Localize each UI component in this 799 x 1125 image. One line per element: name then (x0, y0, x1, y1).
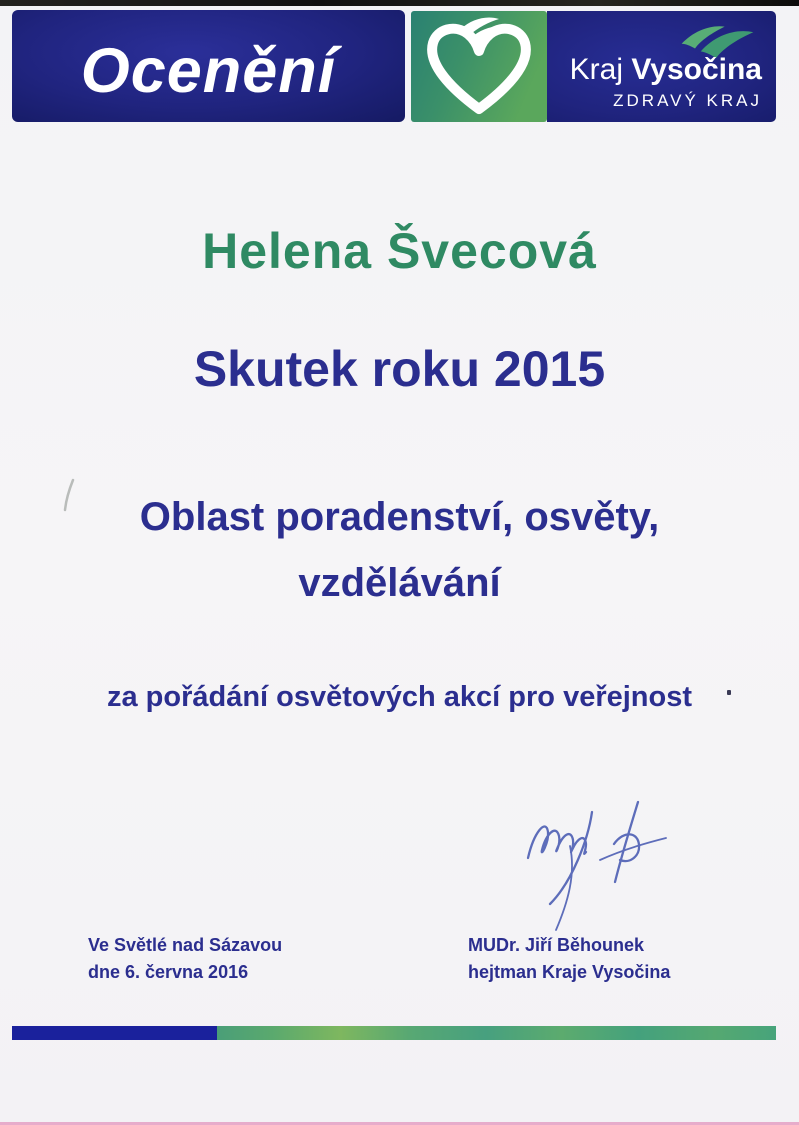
award-category-line1: Oblast poradenství, osvěty, (139, 495, 660, 539)
award-reason: za pořádání osvětových akcí pro veřejnost (106, 681, 693, 713)
place-and-date (88, 932, 282, 986)
logo-subtitle: ZDRAVÝ KRAJ (613, 91, 762, 110)
place-line: Ve Světlé nad Sázavou (88, 935, 283, 955)
signature-image (498, 788, 680, 938)
award-banner (12, 10, 405, 122)
signer-block (468, 932, 670, 986)
award-title: Skutek roku 2015 (193, 341, 606, 397)
signer-title: hejtman Kraje Vysočina (468, 962, 671, 982)
scan-edge-top (0, 0, 799, 6)
healthy-region-heart-logo (411, 11, 547, 122)
scan-scratch-mark (60, 478, 78, 512)
signer-name: MUDr. Jiří Běhounek (468, 935, 645, 955)
heart-icon (411, 11, 547, 122)
logo-region-word: Vysočina (631, 53, 762, 86)
banner-title: Ocenění (80, 36, 337, 106)
logo-region-name (570, 53, 762, 87)
footer-color-bar (12, 1026, 776, 1040)
kraj-vysocina-logo (547, 11, 776, 122)
date-line: dne 6. června 2016 (88, 962, 249, 982)
scan-speck (727, 690, 731, 695)
logo-region-prefix: Kraj (569, 53, 624, 86)
recipient-name: Helena Švecová (202, 223, 597, 279)
award-category-line2: vzdělávání (298, 561, 501, 605)
award-category (0, 484, 799, 616)
